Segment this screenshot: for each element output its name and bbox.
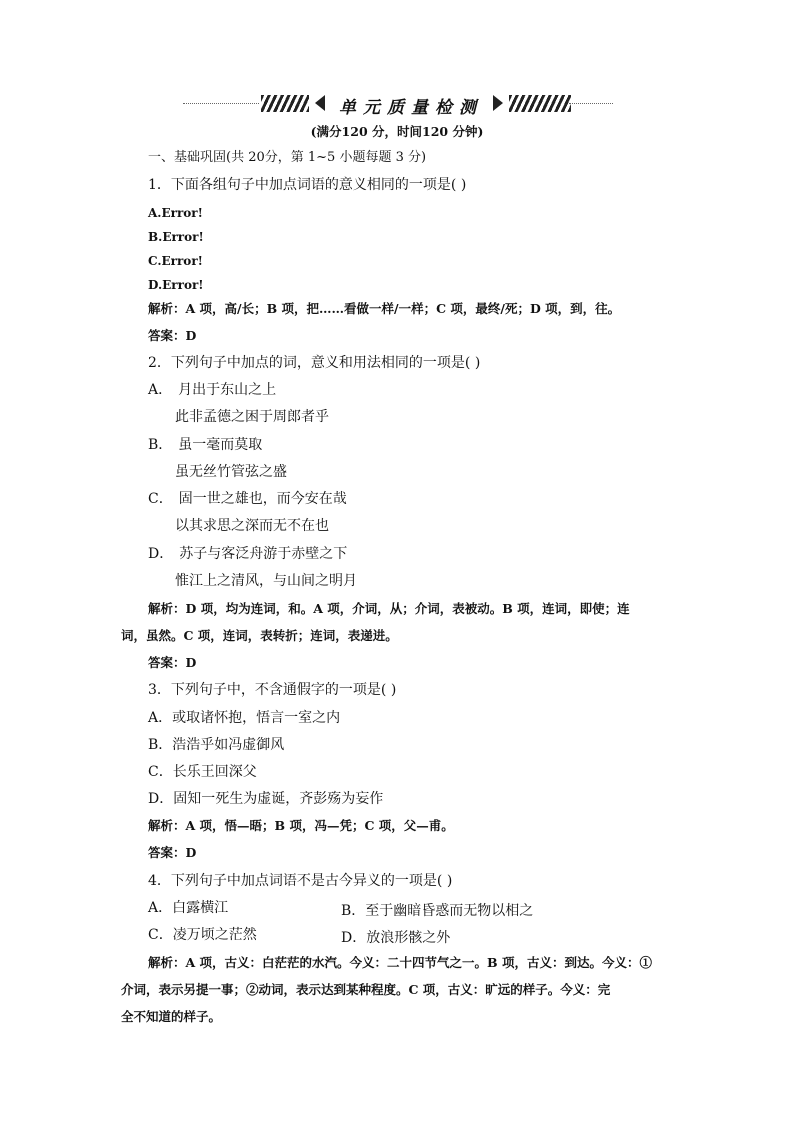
banner-stripes-left (261, 95, 309, 112)
option-sentence-1: 虽一毫而莫取 (178, 437, 263, 453)
question-2-option-b-sentence-2: 虽无丝竹管弦之盛 (175, 464, 287, 480)
question-4-option-c: C．凌万顷之茫然 (148, 927, 257, 943)
question-4-analysis-line-3: 全不知道的样子。 (121, 1009, 222, 1024)
question-4-option-a: A．白露横江 (148, 900, 229, 916)
banner-title: 单元质量检测 (339, 98, 483, 118)
banner-arrow-right-icon (493, 95, 503, 111)
question-1-answer: 答案：D (148, 328, 197, 343)
question-3-option-d: D．固知一死生为虚诞，齐彭殇为妄作 (148, 791, 384, 807)
question-2-analysis-line-2: 词，虽然。C 项，连词，表转折；连词，表递进。 (121, 628, 398, 643)
option-label: C． (148, 491, 173, 507)
question-2-option-a (148, 382, 276, 398)
question-1-analysis: 解析：A 项，高/长；B 项，把……看做一样/一样；C 项，最终/死；D 项，到，往。 (148, 301, 621, 316)
question-3-answer: 答案：D (148, 845, 197, 860)
option-label: A． (148, 382, 173, 398)
option-label: D． (148, 546, 174, 562)
question-2-option-b (148, 437, 262, 453)
question-1-option-b: B.Error! (148, 230, 204, 244)
question-4-option-d: D．放浪形骸之外 (341, 930, 451, 946)
option-label: B． (148, 437, 173, 453)
question-2-option-d-sentence-2: 惟江上之清风，与山间之明月 (175, 573, 357, 589)
question-2-option-a-sentence-2: 此非孟德之困于周郎者乎 (175, 409, 329, 425)
option-sentence-1: 固一世之雄也，而今安在哉 (178, 491, 347, 507)
question-2-answer: 答案：D (148, 655, 197, 670)
question-2-option-c-sentence-2: 以其求思之深而无不在也 (175, 518, 329, 534)
option-sentence-1: 月出于东山之上 (178, 382, 277, 398)
banner-arrow-left-icon (315, 95, 325, 111)
banner-stripes-right (509, 95, 571, 112)
question-3-analysis: 解析：A 项，悟—晤；B 项，冯—凭；C 项，父—甫。 (148, 818, 454, 833)
question-3-option-a: A．或取诸怀抱，悟言一室之内 (148, 710, 341, 726)
exam-subtitle: (满分120 分，时间120 分钟) (310, 124, 484, 139)
banner-dotted-rule-right (569, 103, 613, 104)
question-3-option-c: C．长乐王回深父 (148, 764, 257, 780)
question-4-analysis-line-2: 介词，表示另提一事；②动词，表示达到某种程度。C 项，古义：旷远的样子。今义：完 (121, 982, 611, 997)
option-sentence-1: 苏子与客泛舟游于赤壁之下 (179, 546, 348, 562)
question-4-stem: 4．下列句子中加点词语不是古今异义的一项是( ) (148, 873, 453, 889)
question-1-option-a: A.Error! (148, 206, 203, 220)
question-1-option-d: D.Error! (148, 278, 204, 292)
question-2-stem: 2．下列句子中加点的词，意义和用法相同的一项是( ) (148, 355, 481, 371)
banner-dotted-rule-left (183, 103, 259, 104)
question-1-option-c: C.Error! (148, 254, 203, 268)
question-2-analysis-line-1: 解析：D 项，均为连词，和。A 项，介词，从；介词，表被动。B 项，连词，即使；连 (148, 601, 630, 616)
question-4-option-b: B．至于幽暗昏惑而无物以相之 (341, 903, 534, 919)
question-3-option-b: B．浩浩乎如冯虚御风 (148, 737, 285, 753)
section-heading: 一、基础巩固(共 20分，第 1~5 小题每题 3 分) (148, 150, 427, 165)
question-4-analysis-line-1: 解析：A 项，古义：白茫茫的水汽。今义：二十四节气之一。B 项，古义：到达。今义：① (148, 955, 652, 970)
question-3-stem: 3．下列句子中，不含通假字的一项是( ) (148, 682, 397, 698)
question-1-stem: 1．下面各组句子中加点词语的意义相同的一项是( ) (148, 177, 467, 193)
section-banner (183, 94, 613, 118)
question-2-option-c (148, 491, 347, 507)
question-2-option-d (148, 546, 347, 562)
